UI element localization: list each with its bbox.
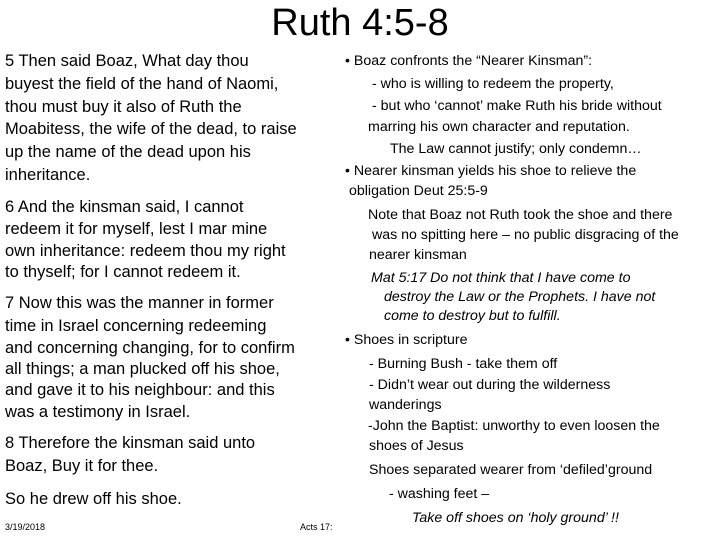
scripture-line: time in Israel concerning redeeming (5, 317, 267, 335)
sub-point: - washing feet – (389, 486, 490, 502)
sub-point: - Burning Bush - take them off (369, 356, 558, 372)
scripture-line: 5 Then said Boaz, What day thou (5, 52, 249, 70)
quote-line: come to destroy but to fulfill. (384, 308, 561, 324)
scripture-line: was a testimony in Israel. (5, 403, 191, 421)
scripture-line: thou must buy it also of Ruth the (5, 98, 242, 116)
scripture-line: up the name of the dead upon his (5, 143, 251, 161)
scripture-line: 6 And the kinsman said, I cannot (5, 198, 244, 216)
footer-reference: Acts 17: (300, 522, 333, 532)
quote-line: destroy the Law or the Prophets. I have not (384, 289, 656, 305)
bullet-cont: obligation Deut 25:5-9 (349, 183, 488, 199)
scripture-line: and concerning changing, for to confirm (5, 339, 295, 357)
scripture-line: 7 Now this was the manner in former (5, 294, 274, 312)
quote-line: Mat 5:17 Do not think that I have come to (371, 270, 631, 286)
note-line: was no spitting here – no public disgracing of the (372, 227, 679, 243)
bullet-point: • Nearer kinsman yields his shoe to relieve the (345, 163, 637, 179)
scripture-line: buyest the field of the hand of Naomi, (5, 75, 279, 93)
scripture-line: So he drew off his shoe. (5, 490, 182, 508)
sub-point-cont: wanderings (369, 397, 442, 413)
sub-point-cont: shoes of Jesus (369, 438, 464, 454)
scripture-line: to thyself; for I cannot redeem it. (5, 263, 241, 281)
scripture-line: all things; a man plucked off his shoe, (5, 360, 280, 378)
bullet-point: • Shoes in scripture (345, 332, 468, 348)
scripture-line: Boaz, Buy it for thee. (5, 457, 159, 475)
sub-point: - but who ‘cannot’ make Ruth his bride without (372, 98, 662, 114)
scripture-line: 8 Therefore the kinsman said unto (5, 434, 256, 452)
note-line: Shoes separated wearer from ‘defiled’ground (369, 462, 653, 478)
sub-point: - who is willing to redeem the property, (372, 76, 614, 92)
footer-date: 3/19/2018 (5, 522, 46, 532)
scripture-line: and gave it to his neighbour: and this (5, 381, 275, 399)
scripture-line: inheritance. (5, 166, 91, 184)
emphasis-line: Take off shoes on ‘holy ground’ !! (412, 510, 619, 526)
note-line: nearer kinsman (369, 247, 467, 263)
bullet-point: • Boaz confronts the “Nearer Kinsman”: (345, 53, 593, 69)
scripture-line: redeem it for myself, lest I mar mine (5, 220, 268, 238)
scripture-line: own inheritance: redeem thou my right (5, 242, 286, 260)
note-line: The Law cannot justify; only condemn… (390, 141, 642, 157)
sub-point: - Didn’t wear out during the wilderness (369, 377, 611, 393)
scripture-line: Moabitess, the wife of the dead, to raise (5, 120, 297, 138)
sub-point: -John the Baptist: unworthy to even loosen the (368, 418, 660, 434)
note-line: Note that Boaz not Ruth took the shoe and there (368, 207, 673, 223)
slide-title: Ruth 4:5-8 (271, 2, 449, 44)
sub-point-cont: marring his own character and reputation. (368, 119, 630, 135)
